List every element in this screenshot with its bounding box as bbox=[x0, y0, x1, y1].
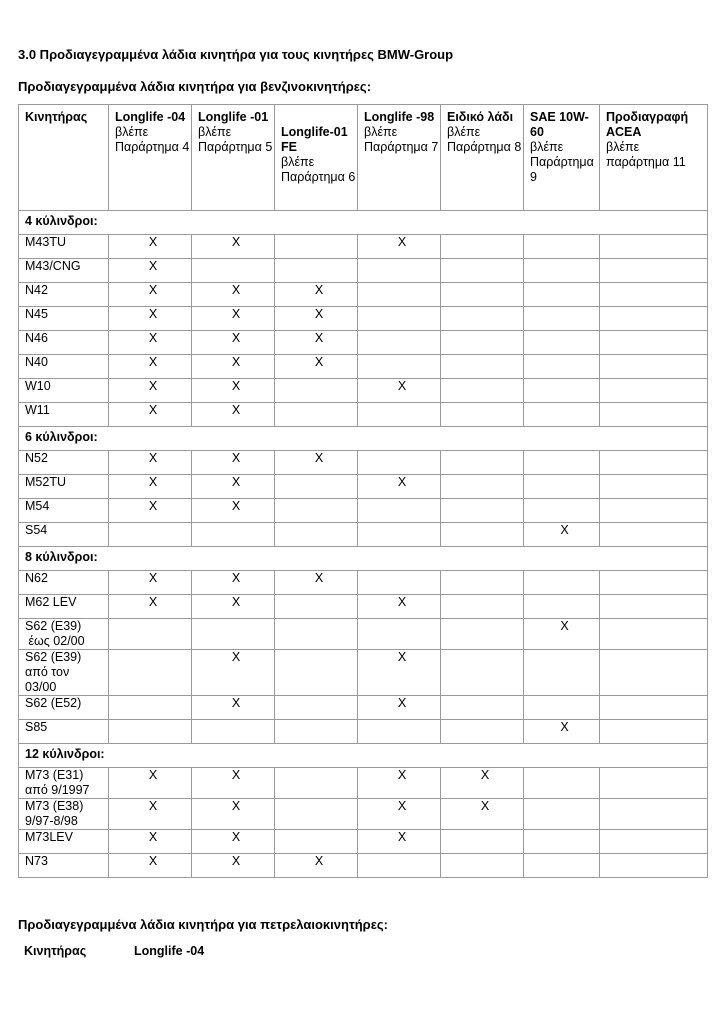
spec-mark-cell: X bbox=[275, 283, 358, 307]
empty-cell bbox=[600, 307, 708, 331]
spec-mark-cell: X bbox=[358, 799, 441, 830]
empty-cell bbox=[275, 259, 358, 283]
empty-cell bbox=[524, 379, 600, 403]
empty-cell bbox=[275, 696, 358, 720]
spec-mark-cell: X bbox=[358, 696, 441, 720]
spec-mark-cell: X bbox=[275, 355, 358, 379]
spec-mark-cell: X bbox=[192, 307, 275, 331]
empty-cell bbox=[524, 235, 600, 259]
engine-cell: M43/CNG bbox=[19, 259, 109, 283]
empty-cell bbox=[275, 768, 358, 799]
empty-cell bbox=[441, 379, 524, 403]
diesel-section-heading: Προδιαγεγραμμένα λάδια κινητήρα για πετρελαιοκινητήρες: bbox=[18, 917, 388, 932]
empty-cell bbox=[275, 830, 358, 854]
engine-cell: N40 bbox=[19, 355, 109, 379]
table-row bbox=[19, 595, 708, 619]
spec-mark-cell: X bbox=[109, 768, 192, 799]
empty-cell bbox=[524, 451, 600, 475]
empty-cell bbox=[600, 259, 708, 283]
header-acea: Προδιαγραφή ACEA βλέπε παράρτημα 11 bbox=[600, 105, 708, 211]
empty-cell bbox=[600, 720, 708, 744]
empty-cell bbox=[524, 571, 600, 595]
empty-cell bbox=[441, 720, 524, 744]
spec-mark-cell: X bbox=[109, 830, 192, 854]
empty-cell bbox=[600, 451, 708, 475]
spec-mark-cell: X bbox=[358, 595, 441, 619]
empty-cell bbox=[600, 830, 708, 854]
spec-mark-cell: X bbox=[192, 379, 275, 403]
engine-cell: M62 LEV bbox=[19, 595, 109, 619]
empty-cell bbox=[358, 619, 441, 650]
spec-mark-cell: X bbox=[524, 720, 600, 744]
empty-cell bbox=[600, 403, 708, 427]
engine-cell: N42 bbox=[19, 283, 109, 307]
spec-mark-cell: X bbox=[192, 331, 275, 355]
empty-cell bbox=[109, 720, 192, 744]
spec-mark-cell: X bbox=[192, 235, 275, 259]
empty-cell bbox=[441, 696, 524, 720]
engine-cell: M73 (E31) από 9/1997 bbox=[19, 768, 109, 799]
empty-cell bbox=[192, 523, 275, 547]
table-row bbox=[19, 499, 708, 523]
spec-mark-cell: X bbox=[109, 355, 192, 379]
empty-cell bbox=[600, 523, 708, 547]
spec-mark-cell: X bbox=[192, 475, 275, 499]
spec-mark-cell: X bbox=[192, 283, 275, 307]
empty-cell bbox=[600, 283, 708, 307]
group-row bbox=[19, 211, 708, 235]
spec-mark-cell: X bbox=[192, 799, 275, 830]
empty-cell bbox=[441, 403, 524, 427]
spec-mark-cell: X bbox=[109, 854, 192, 878]
empty-cell bbox=[358, 283, 441, 307]
engine-cell: S62 (E39) έως 02/00 bbox=[19, 619, 109, 650]
spec-mark-cell: X bbox=[358, 475, 441, 499]
petrol-oil-table bbox=[18, 104, 708, 878]
spec-mark-cell: X bbox=[275, 307, 358, 331]
group-label: 8 κύλινδροι: bbox=[19, 547, 708, 571]
empty-cell bbox=[358, 331, 441, 355]
header-longlife-01-fe: Longlife-01 FE βλέπε Παράρτημα 6 bbox=[275, 105, 358, 211]
spec-mark-cell: X bbox=[109, 283, 192, 307]
spec-mark-cell: X bbox=[275, 571, 358, 595]
empty-cell bbox=[524, 830, 600, 854]
document-title: 3.0 Προδιαγεγραμμένα λάδια κινητήρα για τους κινητήρες BMW-Group bbox=[18, 47, 454, 62]
empty-cell bbox=[275, 619, 358, 650]
empty-cell bbox=[192, 259, 275, 283]
empty-cell bbox=[600, 331, 708, 355]
spec-mark-cell: X bbox=[192, 696, 275, 720]
empty-cell bbox=[358, 499, 441, 523]
table-header-row bbox=[19, 105, 708, 211]
spec-mark-cell: X bbox=[192, 830, 275, 854]
empty-cell bbox=[275, 523, 358, 547]
table-row bbox=[19, 854, 708, 878]
empty-cell bbox=[275, 475, 358, 499]
header-special-oil: Ειδικό λάδι βλέπε Παράρτημα 8 bbox=[441, 105, 524, 211]
spec-mark-cell: X bbox=[275, 451, 358, 475]
engine-cell: N52 bbox=[19, 451, 109, 475]
empty-cell bbox=[441, 571, 524, 595]
header-engine: Κινητήρας bbox=[19, 105, 109, 211]
table-row bbox=[19, 523, 708, 547]
empty-cell bbox=[441, 283, 524, 307]
empty-cell bbox=[358, 451, 441, 475]
empty-cell bbox=[441, 619, 524, 650]
empty-cell bbox=[192, 720, 275, 744]
spec-mark-cell: X bbox=[524, 523, 600, 547]
table-row bbox=[19, 235, 708, 259]
spec-mark-cell: X bbox=[109, 451, 192, 475]
empty-cell bbox=[600, 475, 708, 499]
engine-cell: M73LEV bbox=[19, 830, 109, 854]
table-row bbox=[19, 355, 708, 379]
table-row bbox=[19, 650, 708, 696]
group-label: 6 κύλινδροι: bbox=[19, 427, 708, 451]
group-row bbox=[19, 744, 708, 768]
spec-mark-cell: X bbox=[109, 403, 192, 427]
group-row bbox=[19, 427, 708, 451]
spec-mark-cell: X bbox=[192, 595, 275, 619]
empty-cell bbox=[358, 854, 441, 878]
empty-cell bbox=[524, 259, 600, 283]
empty-cell bbox=[275, 499, 358, 523]
spec-mark-cell: X bbox=[109, 307, 192, 331]
empty-cell bbox=[524, 650, 600, 696]
table-row bbox=[19, 307, 708, 331]
empty-cell bbox=[441, 523, 524, 547]
table-row bbox=[19, 830, 708, 854]
empty-cell bbox=[524, 799, 600, 830]
spec-mark-cell: X bbox=[358, 379, 441, 403]
spec-mark-cell: X bbox=[192, 499, 275, 523]
spec-mark-cell: X bbox=[192, 854, 275, 878]
engine-cell: M43TU bbox=[19, 235, 109, 259]
empty-cell bbox=[524, 331, 600, 355]
empty-cell bbox=[524, 499, 600, 523]
empty-cell bbox=[524, 307, 600, 331]
diesel-table-header-row bbox=[18, 939, 238, 964]
empty-cell bbox=[524, 595, 600, 619]
spec-mark-cell: X bbox=[109, 571, 192, 595]
spec-mark-cell: X bbox=[192, 768, 275, 799]
empty-cell bbox=[524, 355, 600, 379]
empty-cell bbox=[600, 379, 708, 403]
spec-mark-cell: X bbox=[109, 259, 192, 283]
spec-mark-cell: X bbox=[109, 475, 192, 499]
empty-cell bbox=[109, 523, 192, 547]
engine-cell: S54 bbox=[19, 523, 109, 547]
empty-cell bbox=[524, 283, 600, 307]
spec-mark-cell: X bbox=[358, 768, 441, 799]
table-row bbox=[19, 283, 708, 307]
empty-cell bbox=[109, 650, 192, 696]
spec-mark-cell: X bbox=[192, 355, 275, 379]
empty-cell bbox=[600, 854, 708, 878]
empty-cell bbox=[524, 403, 600, 427]
group-label: 4 κύλινδροι: bbox=[19, 211, 708, 235]
empty-cell bbox=[600, 619, 708, 650]
spec-mark-cell: X bbox=[275, 331, 358, 355]
spec-mark-cell: X bbox=[109, 235, 192, 259]
empty-cell bbox=[441, 830, 524, 854]
spec-mark-cell: X bbox=[275, 854, 358, 878]
empty-cell bbox=[109, 619, 192, 650]
diesel-header-longlife-04: Longlife -04 bbox=[134, 944, 205, 958]
table-row bbox=[19, 720, 708, 744]
group-row bbox=[19, 547, 708, 571]
empty-cell bbox=[524, 475, 600, 499]
spec-mark-cell: X bbox=[441, 768, 524, 799]
table-row bbox=[19, 571, 708, 595]
empty-cell bbox=[441, 475, 524, 499]
header-longlife-01: Longlife -01 βλέπε Παράρτημα 5 bbox=[192, 105, 275, 211]
empty-cell bbox=[600, 799, 708, 830]
table-row bbox=[19, 696, 708, 720]
empty-cell bbox=[600, 355, 708, 379]
empty-cell bbox=[441, 331, 524, 355]
spec-mark-cell: X bbox=[109, 595, 192, 619]
spec-mark-cell: X bbox=[358, 650, 441, 696]
spec-mark-cell: X bbox=[524, 619, 600, 650]
engine-cell: S85 bbox=[19, 720, 109, 744]
empty-cell bbox=[192, 619, 275, 650]
spec-mark-cell: X bbox=[192, 571, 275, 595]
spec-mark-cell: X bbox=[192, 451, 275, 475]
table-row bbox=[19, 475, 708, 499]
empty-cell bbox=[275, 799, 358, 830]
engine-cell: W10 bbox=[19, 379, 109, 403]
table-row bbox=[19, 619, 708, 650]
empty-cell bbox=[275, 403, 358, 427]
engine-cell: S62 (E52) bbox=[19, 696, 109, 720]
spec-mark-cell: X bbox=[109, 799, 192, 830]
petrol-section-heading: Προδιαγεγραμμένα λάδια κινητήρα για βενζινοκινητήρες: bbox=[18, 79, 372, 94]
empty-cell bbox=[358, 523, 441, 547]
empty-cell bbox=[109, 696, 192, 720]
empty-cell bbox=[524, 696, 600, 720]
empty-cell bbox=[275, 595, 358, 619]
empty-cell bbox=[441, 499, 524, 523]
empty-cell bbox=[275, 650, 358, 696]
engine-cell: S62 (E39) από τον 03/00 bbox=[19, 650, 109, 696]
empty-cell bbox=[524, 768, 600, 799]
engine-cell: N45 bbox=[19, 307, 109, 331]
spec-mark-cell: X bbox=[192, 650, 275, 696]
empty-cell bbox=[441, 235, 524, 259]
spec-mark-cell: X bbox=[109, 379, 192, 403]
empty-cell bbox=[600, 595, 708, 619]
empty-cell bbox=[441, 854, 524, 878]
empty-cell bbox=[358, 720, 441, 744]
table-row bbox=[19, 379, 708, 403]
empty-cell bbox=[275, 379, 358, 403]
empty-cell bbox=[441, 355, 524, 379]
table-row bbox=[19, 403, 708, 427]
empty-cell bbox=[275, 235, 358, 259]
engine-cell: N62 bbox=[19, 571, 109, 595]
header-longlife-04: Longlife -04 βλέπε Παράρτημα 4 bbox=[109, 105, 192, 211]
empty-cell bbox=[600, 571, 708, 595]
empty-cell bbox=[441, 595, 524, 619]
table-row bbox=[19, 331, 708, 355]
empty-cell bbox=[441, 307, 524, 331]
empty-cell bbox=[524, 854, 600, 878]
empty-cell bbox=[600, 235, 708, 259]
empty-cell bbox=[358, 403, 441, 427]
engine-cell: N73 bbox=[19, 854, 109, 878]
header-sae-10w-60: SAE 10W-60 βλέπε Παράρτημα 9 bbox=[524, 105, 600, 211]
empty-cell bbox=[441, 259, 524, 283]
spec-mark-cell: X bbox=[192, 403, 275, 427]
group-label: 12 κύλινδροι: bbox=[19, 744, 708, 768]
empty-cell bbox=[358, 571, 441, 595]
empty-cell bbox=[600, 650, 708, 696]
engine-cell: M73 (E38) 9/97-8/98 bbox=[19, 799, 109, 830]
empty-cell bbox=[358, 355, 441, 379]
diesel-header-engine: Κινητήρας bbox=[24, 944, 87, 958]
empty-cell bbox=[275, 720, 358, 744]
spec-mark-cell: X bbox=[109, 499, 192, 523]
engine-cell: W11 bbox=[19, 403, 109, 427]
diesel-oil-table bbox=[18, 939, 238, 964]
table-row bbox=[19, 768, 708, 799]
engine-cell: N46 bbox=[19, 331, 109, 355]
spec-mark-cell: X bbox=[109, 331, 192, 355]
empty-cell bbox=[441, 650, 524, 696]
engine-cell: M52TU bbox=[19, 475, 109, 499]
empty-cell bbox=[600, 696, 708, 720]
empty-cell bbox=[358, 259, 441, 283]
spec-mark-cell: X bbox=[358, 830, 441, 854]
empty-cell bbox=[600, 768, 708, 799]
header-longlife-98: Longlife -98 βλέπε Παράρτημα 7 bbox=[358, 105, 441, 211]
table-row bbox=[19, 259, 708, 283]
empty-cell bbox=[600, 499, 708, 523]
engine-cell: M54 bbox=[19, 499, 109, 523]
empty-cell bbox=[358, 307, 441, 331]
empty-cell bbox=[441, 451, 524, 475]
spec-mark-cell: X bbox=[358, 235, 441, 259]
table-row bbox=[19, 451, 708, 475]
petrol-table-body bbox=[19, 211, 708, 878]
spec-mark-cell: X bbox=[441, 799, 524, 830]
table-row bbox=[19, 799, 708, 830]
